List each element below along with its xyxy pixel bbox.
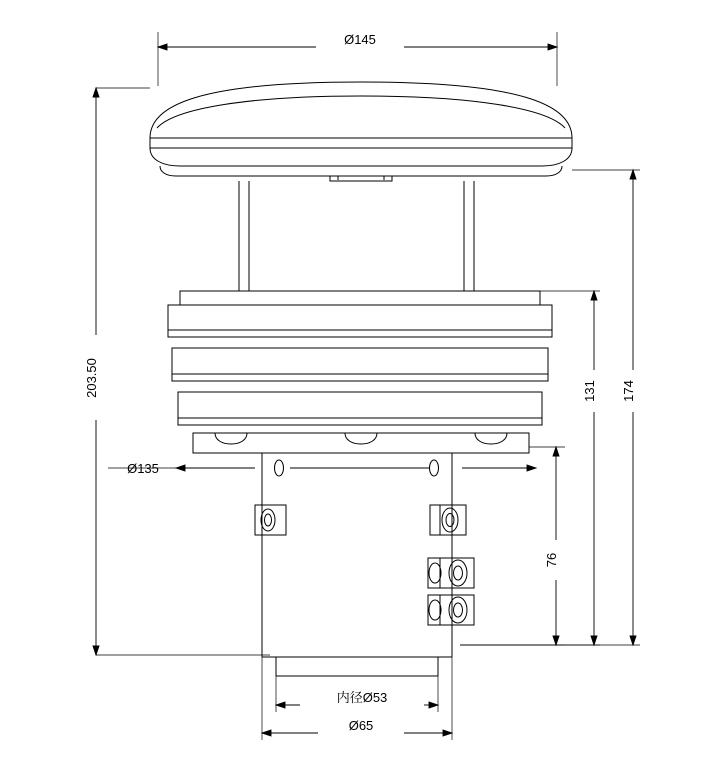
dome-underside-detail: [330, 176, 392, 181]
dimension-inner-diameter: 内径Ø53: [336, 690, 388, 705]
support-posts: [239, 181, 474, 291]
dimension-top-diameter: Ø145: [344, 32, 376, 47]
dimension-base-diameter: Ø65: [348, 718, 374, 733]
transducer-right-upper: [430, 505, 466, 535]
lower-body: [193, 433, 529, 676]
transducer-right-lower: [428, 595, 474, 625]
dimension-right-outer-height: 174: [621, 380, 636, 402]
dimension-overall-height: 203.50: [84, 358, 99, 398]
transducer-left: [255, 505, 286, 535]
dimension-flange-diameter: Ø135: [127, 461, 159, 476]
transducer-right-mid: [428, 558, 474, 588]
top-dome: [150, 82, 572, 176]
dimension-lower-height: 76: [544, 552, 559, 568]
radiation-shield-plates: [168, 291, 552, 425]
dimension-right-inner-height: 131: [582, 380, 597, 402]
